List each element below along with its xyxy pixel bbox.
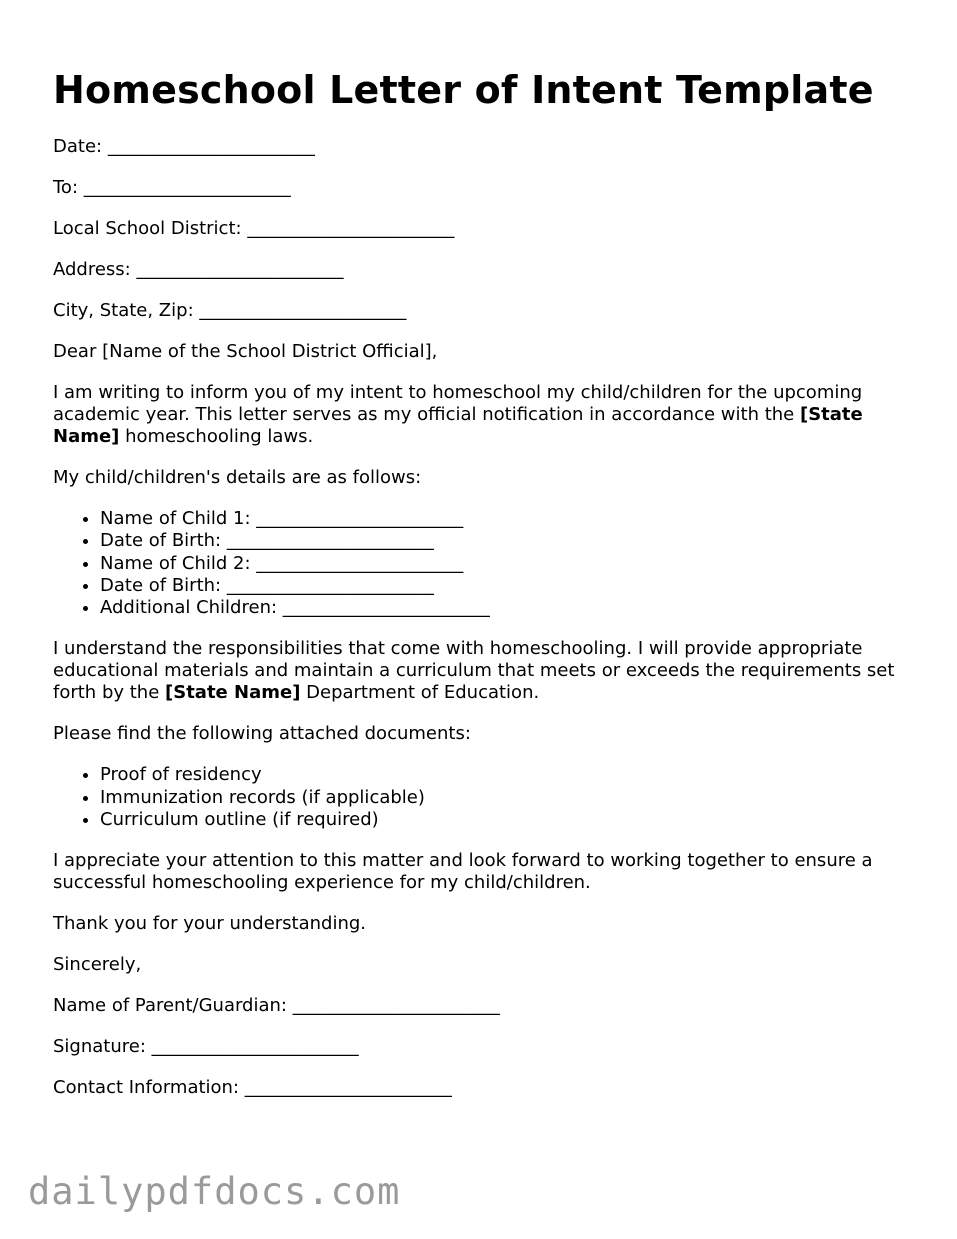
field-label: City, State, Zip: [53,300,194,321]
salutation: Dear [Name of the School District Official], [53,341,438,362]
state-name-placeholder: [State Name] [53,404,863,447]
attachments-intro: Please find the following attached documents: [53,723,471,745]
fill-blank: _______________________ [256,552,464,574]
field-city-state-zip [53,300,913,322]
field-label: Date of Birth: [100,574,222,596]
responsibility-text: I understand the responsibilities that come with homeschooling. I will provide appropriate educational materials and maintain a curriculum that meets or exceeds the requirements set forth by the [53,638,895,704]
fill-blank: _______________________ [282,597,490,619]
list-item [100,575,913,597]
fill-blank: _______________________ [151,1036,359,1058]
children-intro: My child/children's details are as follows: [53,467,422,488]
responsibility-text-end: Department of Education. [300,682,540,704]
fill-blank: _______________________ [226,574,434,596]
field-label: Name of Child 1: [100,508,251,529]
field-parent-name [53,995,913,1017]
fill-blank: _______________________ [256,508,464,529]
field-school-district [53,218,913,240]
intro-text-end: homeschooling laws. [119,426,314,447]
field-label: Local School District: [53,218,242,239]
list-item [100,553,913,575]
fill-blank: _______________________ [136,259,344,280]
page-title: Homeschool Letter of Intent Template [53,68,874,112]
fill-blank: _______________________ [199,300,407,321]
intro-text: I am writing to inform you of my intent to homeschool my child/children for the upcoming academic year. This letter serves as my official notification in accordance with the [53,382,863,425]
responsibility-paragraph [53,638,913,704]
closing-line: Sincerely, [53,954,142,976]
list-item [100,597,913,619]
field-label: Name of Child 2: [100,552,251,574]
list-item: • Immunization records (if applicable) [100,787,913,809]
list-item [100,508,913,530]
state-name-placeholder: [State Name] [165,682,301,704]
field-label: Signature: [53,1036,146,1058]
thanks-line: Thank you for your understanding. [53,913,367,935]
fill-blank: _______________________ [247,218,455,239]
fill-blank: _______________________ [292,995,500,1017]
fill-blank: _______________________ [83,177,291,198]
field-label: To: [53,177,79,198]
field-label: Contact Information: [53,1077,240,1099]
field-to [53,177,913,199]
children-list [53,508,913,619]
list-item: • Proof of residency [100,764,913,786]
fill-blank: _______________________ [107,136,315,157]
field-signature [53,1036,913,1058]
letter-page [53,66,913,1118]
field-contact-info [53,1077,913,1099]
field-date [53,136,913,158]
intro-paragraph [53,382,913,448]
field-label: Additional Children: [100,597,278,619]
attachments-list [53,764,913,831]
watermark: dailypdfdocs.com [28,1170,401,1213]
list-item [100,530,913,552]
field-address [53,259,913,281]
fill-blank: _______________________ [244,1077,452,1099]
fill-blank: _______________________ [226,530,434,552]
field-label: Date of Birth: [100,530,222,552]
field-label: Address: [53,259,131,280]
list-item: • Curriculum outline (if required) [100,809,913,831]
field-label: Name of Parent/Guardian: [53,995,287,1017]
appreciation-paragraph: I appreciate your attention to this matter and look forward to working together to ensure a successful homeschooling experience for my child/children. [53,850,873,894]
field-label: Date: [53,136,103,157]
